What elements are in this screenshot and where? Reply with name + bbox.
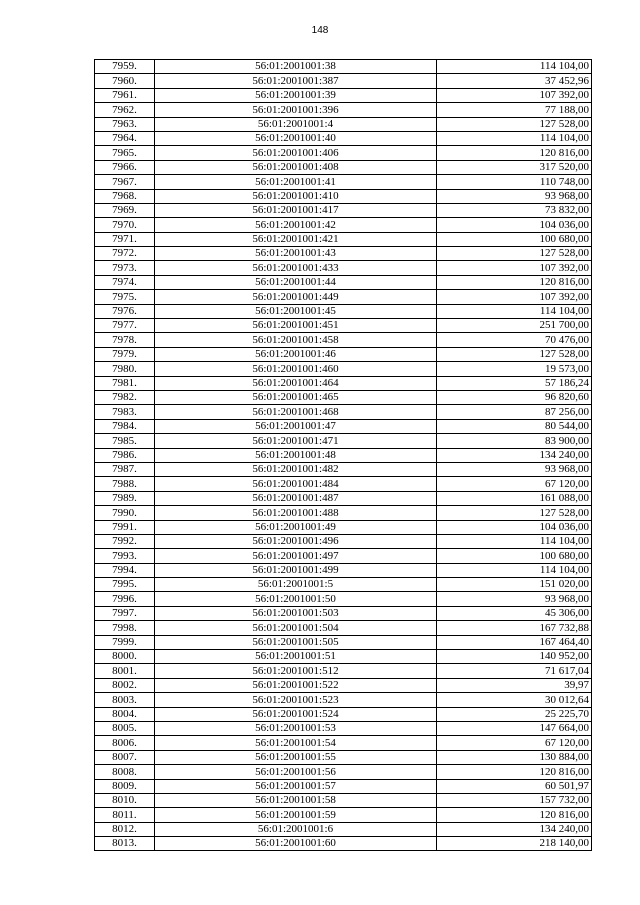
- cadastral-number: 56:01:2001001:465: [155, 390, 437, 404]
- cadastral-number: 56:01:2001001:43: [155, 247, 437, 261]
- amount-value: 37 452,96: [437, 74, 592, 88]
- amount-value: 120 816,00: [437, 765, 592, 779]
- entry-number: 7964.: [95, 131, 155, 145]
- table-row: [95, 592, 592, 606]
- table-row: [95, 678, 592, 692]
- entry-number: 7967.: [95, 175, 155, 189]
- table-row: [95, 333, 592, 347]
- amount-value: 93 968,00: [437, 462, 592, 476]
- page-number: 148: [311, 25, 329, 36]
- cadastral-number: 56:01:2001001:59: [155, 808, 437, 822]
- entry-number: 7970.: [95, 218, 155, 232]
- table-row: [95, 606, 592, 620]
- table-row: [95, 664, 592, 678]
- cadastral-number: 56:01:2001001:387: [155, 74, 437, 88]
- amount-value: 73 832,00: [437, 203, 592, 217]
- cadastral-number: 56:01:2001001:482: [155, 462, 437, 476]
- cadastral-number: 56:01:2001001:406: [155, 146, 437, 160]
- entry-number: 8004.: [95, 707, 155, 721]
- cadastral-number: 56:01:2001001:497: [155, 549, 437, 563]
- amount-value: 120 816,00: [437, 275, 592, 289]
- entry-number: 7997.: [95, 606, 155, 620]
- table-row: [95, 146, 592, 160]
- cadastral-number: 56:01:2001001:44: [155, 275, 437, 289]
- amount-value: 107 392,00: [437, 88, 592, 102]
- cadastral-number: 56:01:2001001:512: [155, 664, 437, 678]
- amount-value: 96 820,60: [437, 390, 592, 404]
- table-row: [95, 160, 592, 174]
- table-row: [95, 74, 592, 88]
- amount-value: 67 120,00: [437, 736, 592, 750]
- entry-number: 7999.: [95, 635, 155, 649]
- cadastral-number: 56:01:2001001:53: [155, 721, 437, 735]
- entry-number: 7963.: [95, 117, 155, 131]
- table-row: [95, 635, 592, 649]
- amount-value: 114 104,00: [437, 563, 592, 577]
- entry-number: 7984.: [95, 419, 155, 433]
- cadastral-number: 56:01:2001001:522: [155, 678, 437, 692]
- cadastral-number: 56:01:2001001:523: [155, 693, 437, 707]
- entry-number: 7977.: [95, 319, 155, 333]
- table-row: [95, 203, 592, 217]
- entry-number: 8000.: [95, 650, 155, 664]
- table-row: [95, 750, 592, 764]
- entry-number: 8013.: [95, 837, 155, 851]
- cadastral-number: 56:01:2001001:55: [155, 750, 437, 764]
- entry-number: 7989.: [95, 491, 155, 505]
- amount-value: 218 140,00: [437, 837, 592, 851]
- entry-number: 8011.: [95, 808, 155, 822]
- amount-value: 114 104,00: [437, 60, 592, 74]
- entry-number: 7976.: [95, 304, 155, 318]
- amount-value: 80 544,00: [437, 419, 592, 433]
- amount-value: 100 680,00: [437, 232, 592, 246]
- entry-number: 7972.: [95, 247, 155, 261]
- entry-number: 8005.: [95, 721, 155, 735]
- cadastral-number: 56:01:2001001:488: [155, 506, 437, 520]
- table-row: [95, 837, 592, 851]
- cadastral-number: 56:01:2001001:410: [155, 189, 437, 203]
- entry-number: 7986.: [95, 448, 155, 462]
- table-row: [95, 319, 592, 333]
- table-row: [95, 247, 592, 261]
- amount-value: 107 392,00: [437, 290, 592, 304]
- cadastral-number: 56:01:2001001:58: [155, 793, 437, 807]
- table-row: [95, 721, 592, 735]
- entry-number: 8002.: [95, 678, 155, 692]
- cadastral-number: 56:01:2001001:487: [155, 491, 437, 505]
- amount-value: 70 476,00: [437, 333, 592, 347]
- entry-number: 7996.: [95, 592, 155, 606]
- amount-value: 134 240,00: [437, 448, 592, 462]
- cadastral-number: 56:01:2001001:54: [155, 736, 437, 750]
- entry-number: 8012.: [95, 822, 155, 836]
- entry-number: 8003.: [95, 693, 155, 707]
- amount-value: 147 664,00: [437, 721, 592, 735]
- cadastral-number: 56:01:2001001:56: [155, 765, 437, 779]
- table-row: [95, 117, 592, 131]
- amount-value: 30 012,64: [437, 693, 592, 707]
- cadastral-number: 56:01:2001001:499: [155, 563, 437, 577]
- entry-number: 7978.: [95, 333, 155, 347]
- amount-value: 57 186,24: [437, 376, 592, 390]
- table-row: [95, 765, 592, 779]
- cadastral-number: 56:01:2001001:408: [155, 160, 437, 174]
- cadastral-number: 56:01:2001001:484: [155, 477, 437, 491]
- amount-value: 107 392,00: [437, 261, 592, 275]
- entry-number: 8010.: [95, 793, 155, 807]
- cadastral-number: 56:01:2001001:496: [155, 534, 437, 548]
- table-row: [95, 650, 592, 664]
- amount-value: 104 036,00: [437, 520, 592, 534]
- entry-number: 7981.: [95, 376, 155, 390]
- entry-number: 7990.: [95, 506, 155, 520]
- amount-value: 130 884,00: [437, 750, 592, 764]
- cadastral-number: 56:01:2001001:41: [155, 175, 437, 189]
- table-row: [95, 477, 592, 491]
- amount-value: 120 816,00: [437, 808, 592, 822]
- register-table: [94, 59, 592, 851]
- entry-number: 7979.: [95, 347, 155, 361]
- amount-value: 45 306,00: [437, 606, 592, 620]
- entry-number: 7966.: [95, 160, 155, 174]
- amount-value: 167 464,40: [437, 635, 592, 649]
- cadastral-number: 56:01:2001001:524: [155, 707, 437, 721]
- amount-value: 83 900,00: [437, 434, 592, 448]
- cadastral-number: 56:01:2001001:50: [155, 592, 437, 606]
- table-row: [95, 189, 592, 203]
- amount-value: 25 225,70: [437, 707, 592, 721]
- entry-number: 8006.: [95, 736, 155, 750]
- cadastral-number: 56:01:2001001:471: [155, 434, 437, 448]
- entry-number: 8007.: [95, 750, 155, 764]
- table-row: [95, 578, 592, 592]
- amount-value: 120 816,00: [437, 146, 592, 160]
- cadastral-number: 56:01:2001001:40: [155, 131, 437, 145]
- amount-value: 317 520,00: [437, 160, 592, 174]
- entry-number: 7980.: [95, 362, 155, 376]
- amount-value: 127 528,00: [437, 247, 592, 261]
- amount-value: 157 732,00: [437, 793, 592, 807]
- cadastral-number: 56:01:2001001:468: [155, 405, 437, 419]
- table-row: [95, 621, 592, 635]
- cadastral-number: 56:01:2001001:460: [155, 362, 437, 376]
- cadastral-number: 56:01:2001001:48: [155, 448, 437, 462]
- cadastral-number: 56:01:2001001:417: [155, 203, 437, 217]
- cadastral-number: 56:01:2001001:42: [155, 218, 437, 232]
- table-row: [95, 290, 592, 304]
- table-row: [95, 520, 592, 534]
- entry-number: 7961.: [95, 88, 155, 102]
- cadastral-number: 56:01:2001001:49: [155, 520, 437, 534]
- cadastral-number: 56:01:2001001:60: [155, 837, 437, 851]
- entry-number: 7968.: [95, 189, 155, 203]
- entry-number: 8001.: [95, 664, 155, 678]
- cadastral-number: 56:01:2001001:396: [155, 103, 437, 117]
- amount-value: 60 501,97: [437, 779, 592, 793]
- entry-number: 7998.: [95, 621, 155, 635]
- table-row: [95, 131, 592, 145]
- cadastral-number: 56:01:2001001:45: [155, 304, 437, 318]
- table-row: [95, 563, 592, 577]
- amount-value: 134 240,00: [437, 822, 592, 836]
- cadastral-number: 56:01:2001001:57: [155, 779, 437, 793]
- entry-number: 7987.: [95, 462, 155, 476]
- amount-value: 93 968,00: [437, 189, 592, 203]
- table-row: [95, 347, 592, 361]
- amount-value: 87 256,00: [437, 405, 592, 419]
- amount-value: 104 036,00: [437, 218, 592, 232]
- amount-value: 251 700,00: [437, 319, 592, 333]
- entry-number: 7959.: [95, 60, 155, 74]
- table-row: [95, 693, 592, 707]
- cadastral-number: 56:01:2001001:51: [155, 650, 437, 664]
- table-row: [95, 822, 592, 836]
- amount-value: 39,97: [437, 678, 592, 692]
- amount-value: 127 528,00: [437, 117, 592, 131]
- cadastral-number: 56:01:2001001:4: [155, 117, 437, 131]
- entry-number: 7971.: [95, 232, 155, 246]
- table-row: [95, 261, 592, 275]
- amount-value: 93 968,00: [437, 592, 592, 606]
- amount-value: 71 617,04: [437, 664, 592, 678]
- entry-number: 7983.: [95, 405, 155, 419]
- table-row: [95, 175, 592, 189]
- cadastral-number: 56:01:2001001:449: [155, 290, 437, 304]
- amount-value: 127 528,00: [437, 506, 592, 520]
- entry-number: 7994.: [95, 563, 155, 577]
- entry-number: 7985.: [95, 434, 155, 448]
- entry-number: 7969.: [95, 203, 155, 217]
- table-row: [95, 491, 592, 505]
- table-row: [95, 534, 592, 548]
- register-table-body: [95, 60, 592, 851]
- table-row: [95, 304, 592, 318]
- table-row: [95, 808, 592, 822]
- table-row: [95, 376, 592, 390]
- entry-number: 8009.: [95, 779, 155, 793]
- cadastral-number: 56:01:2001001:464: [155, 376, 437, 390]
- amount-value: 167 732,88: [437, 621, 592, 635]
- table-row: [95, 405, 592, 419]
- cadastral-number: 56:01:2001001:38: [155, 60, 437, 74]
- amount-value: 100 680,00: [437, 549, 592, 563]
- amount-value: 161 088,00: [437, 491, 592, 505]
- cadastral-number: 56:01:2001001:5: [155, 578, 437, 592]
- table-row: [95, 549, 592, 563]
- cadastral-number: 56:01:2001001:46: [155, 347, 437, 361]
- entry-number: 7982.: [95, 390, 155, 404]
- table-row: [95, 419, 592, 433]
- table-row: [95, 448, 592, 462]
- entry-number: 7988.: [95, 477, 155, 491]
- cadastral-number: 56:01:2001001:458: [155, 333, 437, 347]
- amount-value: 67 120,00: [437, 477, 592, 491]
- cadastral-number: 56:01:2001001:505: [155, 635, 437, 649]
- entry-number: 7975.: [95, 290, 155, 304]
- entry-number: 7992.: [95, 534, 155, 548]
- amount-value: 127 528,00: [437, 347, 592, 361]
- entry-number: 7965.: [95, 146, 155, 160]
- table-row: [95, 103, 592, 117]
- table-row: [95, 462, 592, 476]
- cadastral-number: 56:01:2001001:39: [155, 88, 437, 102]
- amount-value: 114 104,00: [437, 131, 592, 145]
- cadastral-number: 56:01:2001001:433: [155, 261, 437, 275]
- table-row: [95, 218, 592, 232]
- table-row: [95, 60, 592, 74]
- cadastral-number: 56:01:2001001:47: [155, 419, 437, 433]
- cadastral-number: 56:01:2001001:451: [155, 319, 437, 333]
- amount-value: 19 573,00: [437, 362, 592, 376]
- table-row: [95, 793, 592, 807]
- entry-number: 7960.: [95, 74, 155, 88]
- entry-number: 7993.: [95, 549, 155, 563]
- amount-value: 114 104,00: [437, 534, 592, 548]
- entry-number: 8008.: [95, 765, 155, 779]
- entry-number: 7995.: [95, 578, 155, 592]
- amount-value: 140 952,00: [437, 650, 592, 664]
- amount-value: 151 020,00: [437, 578, 592, 592]
- table-row: [95, 506, 592, 520]
- amount-value: 110 748,00: [437, 175, 592, 189]
- table-row: [95, 390, 592, 404]
- cadastral-number: 56:01:2001001:6: [155, 822, 437, 836]
- table-row: [95, 779, 592, 793]
- table-row: [95, 232, 592, 246]
- table-row: [95, 434, 592, 448]
- entry-number: 7991.: [95, 520, 155, 534]
- entry-number: 7973.: [95, 261, 155, 275]
- cadastral-number: 56:01:2001001:503: [155, 606, 437, 620]
- table-row: [95, 362, 592, 376]
- amount-value: 77 188,00: [437, 103, 592, 117]
- table-row: [95, 736, 592, 750]
- table-row: [95, 275, 592, 289]
- entry-number: 7962.: [95, 103, 155, 117]
- table-row: [95, 88, 592, 102]
- table-row: [95, 707, 592, 721]
- amount-value: 114 104,00: [437, 304, 592, 318]
- cadastral-number: 56:01:2001001:421: [155, 232, 437, 246]
- cadastral-number: 56:01:2001001:504: [155, 621, 437, 635]
- entry-number: 7974.: [95, 275, 155, 289]
